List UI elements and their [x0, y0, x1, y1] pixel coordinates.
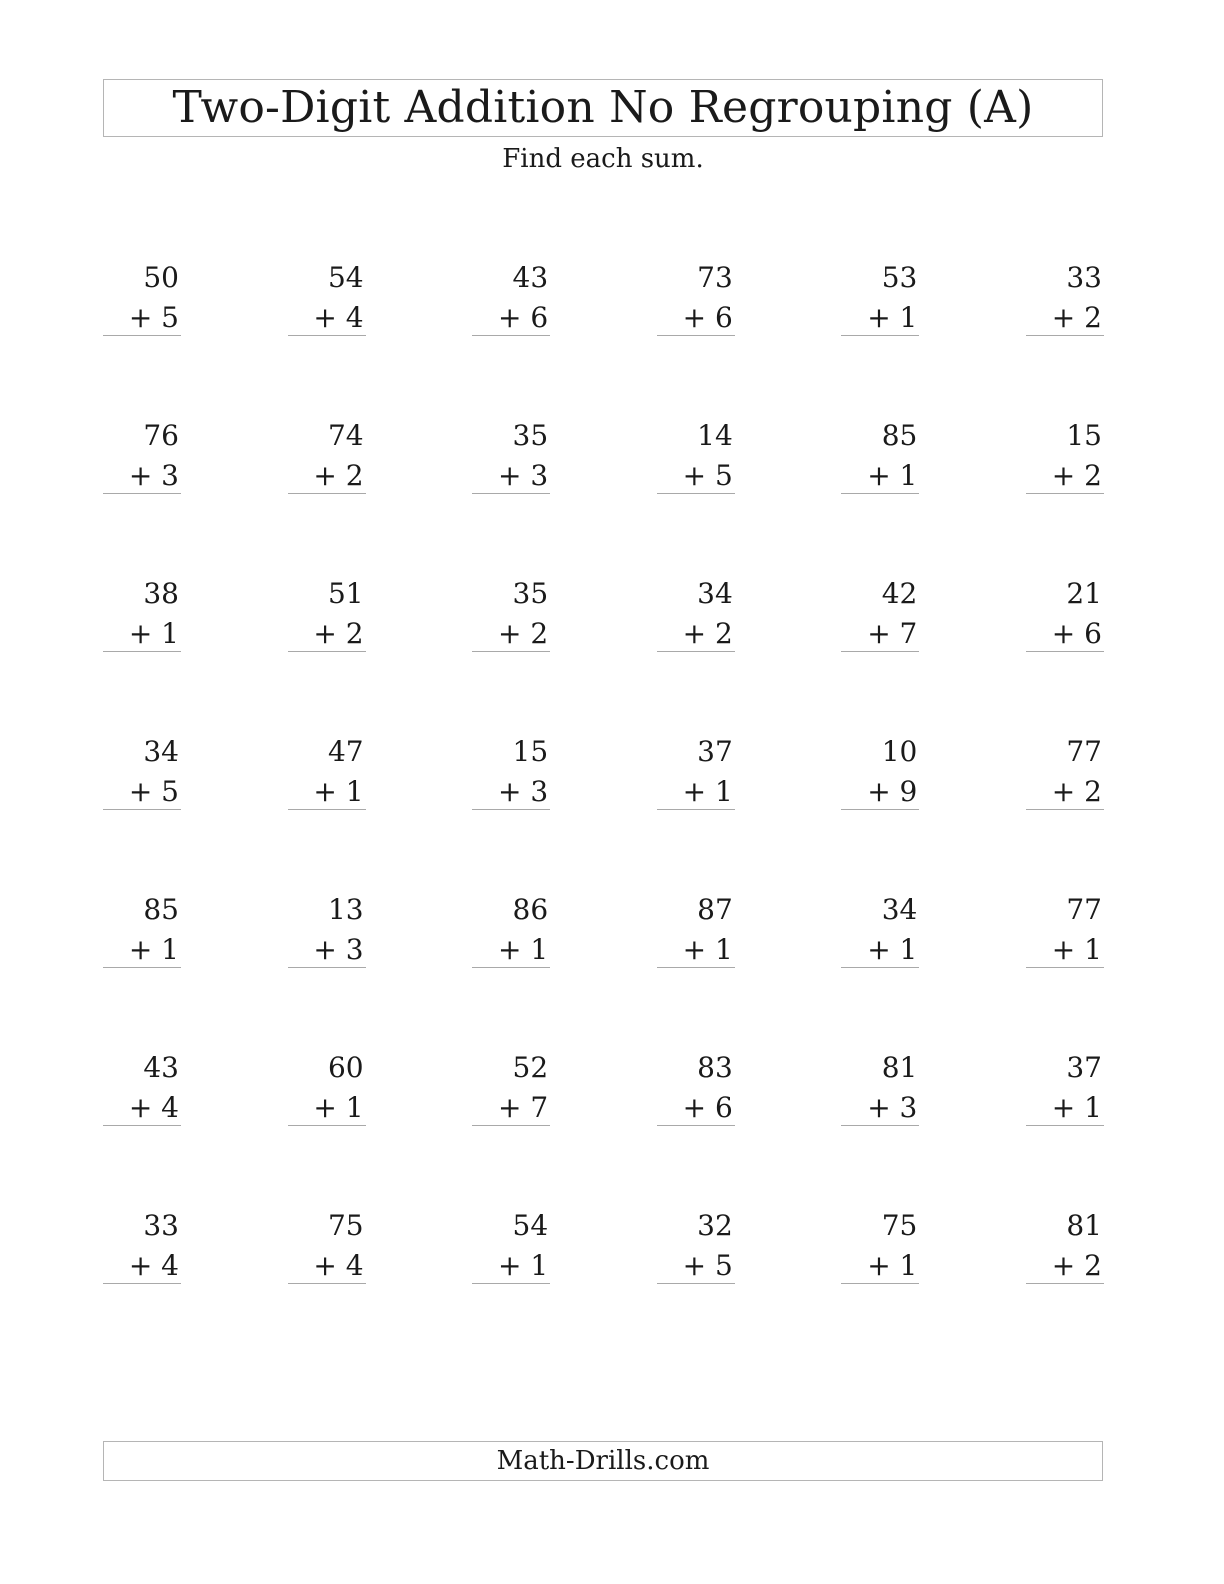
problem-bottom-addend: + 4 — [313, 301, 364, 334]
addition-problem — [103, 1050, 181, 1126]
problem-bottom-addend: + 1 — [867, 933, 918, 966]
problem-top-number: 54 — [327, 261, 364, 294]
answer-line — [472, 1283, 550, 1284]
problem-top-number: 85 — [881, 419, 918, 452]
answer-line — [1026, 809, 1104, 810]
problem-top-number: 75 — [881, 1209, 918, 1242]
answer-line — [103, 967, 181, 968]
addition-problem — [841, 892, 919, 968]
problem-bottom-addend: + 4 — [313, 1249, 364, 1282]
addition-problem — [657, 1208, 735, 1284]
answer-line — [841, 1283, 919, 1284]
answer-line — [288, 493, 366, 494]
answer-line — [1026, 967, 1104, 968]
addition-problem — [1026, 576, 1104, 652]
addition-problem — [472, 576, 550, 652]
problem-top-number: 34 — [697, 577, 733, 610]
addition-problem — [472, 1208, 550, 1284]
problem-bottom-addend: + 1 — [313, 775, 364, 808]
addition-problem — [1026, 418, 1104, 494]
addition-problem — [288, 1050, 366, 1126]
problem-top-number: 81 — [881, 1051, 918, 1084]
addition-problem — [472, 1050, 550, 1126]
addition-problem — [841, 576, 919, 652]
answer-line — [841, 1125, 919, 1126]
answer-line — [103, 1283, 181, 1284]
problem-top-number: 10 — [881, 735, 918, 768]
problem-top-number: 77 — [1066, 893, 1102, 926]
problem-bottom-addend: + 1 — [867, 301, 918, 334]
addition-problem — [657, 1050, 735, 1126]
problem-bottom-addend: + 2 — [1051, 775, 1102, 808]
addition-problem — [288, 734, 366, 810]
addition-problem — [288, 260, 366, 336]
answer-line — [1026, 651, 1104, 652]
problem-top-number: 60 — [327, 1051, 364, 1084]
problem-bottom-addend: + 3 — [313, 933, 364, 966]
answer-line — [472, 967, 550, 968]
problem-top-number: 87 — [697, 893, 733, 926]
answer-line — [472, 493, 550, 494]
problem-top-number: 34 — [143, 735, 179, 768]
answer-line — [657, 809, 735, 810]
problem-bottom-addend: + 3 — [867, 1091, 918, 1124]
problem-bottom-addend: + 2 — [313, 459, 364, 492]
problem-bottom-addend: + 1 — [1051, 933, 1102, 966]
problem-bottom-addend: + 2 — [1051, 301, 1102, 334]
problem-top-number: 33 — [143, 1209, 179, 1242]
problem-top-number: 47 — [327, 735, 364, 768]
problem-bottom-addend: + 1 — [313, 1091, 364, 1124]
addition-problem — [841, 734, 919, 810]
addition-problem — [103, 734, 181, 810]
problem-top-number: 74 — [327, 419, 364, 452]
addition-problem — [103, 892, 181, 968]
problem-grid — [103, 260, 1104, 1366]
problem-top-number: 53 — [881, 261, 918, 294]
problem-top-number: 86 — [512, 893, 549, 926]
problem-top-number: 15 — [512, 735, 549, 768]
problem-top-number: 37 — [1066, 1051, 1102, 1084]
answer-line — [841, 967, 919, 968]
answer-line — [1026, 1125, 1104, 1126]
problem-bottom-addend: + 7 — [498, 1091, 549, 1124]
problem-top-number: 85 — [143, 893, 179, 926]
problem-bottom-addend: + 1 — [498, 933, 549, 966]
addition-problem — [288, 418, 366, 494]
answer-line — [841, 651, 919, 652]
problem-bottom-addend: + 2 — [313, 617, 364, 650]
problem-top-number: 75 — [327, 1209, 364, 1242]
problem-top-number: 14 — [697, 419, 733, 452]
problem-bottom-addend: + 1 — [682, 933, 733, 966]
answer-line — [288, 1125, 366, 1126]
addition-problem — [103, 418, 181, 494]
answer-line — [288, 1283, 366, 1284]
answer-line — [841, 335, 919, 336]
problem-top-number: 37 — [697, 735, 733, 768]
answer-line — [103, 493, 181, 494]
problem-top-number: 50 — [143, 261, 179, 294]
addition-problem — [472, 734, 550, 810]
problem-bottom-addend: + 1 — [498, 1249, 549, 1282]
answer-line — [1026, 493, 1104, 494]
answer-line — [288, 335, 366, 336]
addition-problem — [841, 1208, 919, 1284]
problem-bottom-addend: + 6 — [1051, 617, 1102, 650]
problem-top-number: 43 — [143, 1051, 179, 1084]
problem-bottom-addend: + 2 — [498, 617, 549, 650]
answer-line — [657, 967, 735, 968]
problem-bottom-addend: + 1 — [682, 775, 733, 808]
addition-problem — [657, 576, 735, 652]
problem-top-number: 42 — [881, 577, 918, 610]
answer-line — [657, 651, 735, 652]
answer-line — [841, 493, 919, 494]
problem-top-number: 43 — [512, 261, 549, 294]
addition-problem — [657, 418, 735, 494]
problem-bottom-addend: + 3 — [128, 459, 179, 492]
problem-top-number: 76 — [143, 419, 179, 452]
problem-bottom-addend: + 1 — [867, 1249, 918, 1282]
footer-box — [103, 1441, 1103, 1481]
answer-line — [288, 809, 366, 810]
footer-site-name: Math-Drills.com — [496, 1446, 710, 1476]
problem-top-number: 33 — [1066, 261, 1102, 294]
page-title: Two-Digit Addition No Regrouping (A) — [172, 82, 1034, 133]
addition-problem — [103, 576, 181, 652]
problem-top-number: 35 — [512, 577, 549, 610]
answer-line — [288, 651, 366, 652]
problem-bottom-addend: + 5 — [682, 459, 733, 492]
answer-line — [657, 1283, 735, 1284]
addition-problem — [657, 892, 735, 968]
problem-top-number: 54 — [512, 1209, 549, 1242]
addition-problem — [1026, 1208, 1104, 1284]
addition-problem — [472, 260, 550, 336]
problem-bottom-addend: + 2 — [1051, 459, 1102, 492]
addition-problem — [841, 1050, 919, 1126]
answer-line — [1026, 335, 1104, 336]
problem-top-number: 81 — [1066, 1209, 1102, 1242]
answer-line — [657, 335, 735, 336]
answer-line — [657, 493, 735, 494]
problem-bottom-addend: + 2 — [1051, 1249, 1102, 1282]
addition-problem — [841, 260, 919, 336]
addition-problem — [1026, 892, 1104, 968]
problem-top-number: 15 — [1066, 419, 1102, 452]
problem-bottom-addend: + 1 — [128, 617, 179, 650]
problem-bottom-addend: + 6 — [498, 301, 549, 334]
problem-top-number: 35 — [512, 419, 549, 452]
addition-problem — [472, 892, 550, 968]
problem-top-number: 77 — [1066, 735, 1102, 768]
answer-line — [472, 335, 550, 336]
addition-problem — [657, 734, 735, 810]
answer-line — [841, 809, 919, 810]
problem-bottom-addend: + 6 — [682, 301, 733, 334]
addition-problem — [288, 1208, 366, 1284]
addition-problem — [288, 892, 366, 968]
answer-line — [288, 967, 366, 968]
problem-bottom-addend: + 7 — [867, 617, 918, 650]
problem-bottom-addend: + 6 — [682, 1091, 733, 1124]
answer-line — [103, 335, 181, 336]
problem-top-number: 38 — [143, 577, 179, 610]
answer-line — [472, 1125, 550, 1126]
title-box — [103, 79, 1103, 137]
answer-line — [657, 1125, 735, 1126]
answer-line — [472, 809, 550, 810]
addition-problem — [472, 418, 550, 494]
addition-problem — [841, 418, 919, 494]
problem-top-number: 34 — [881, 893, 918, 926]
problem-top-number: 13 — [327, 893, 364, 926]
problem-top-number: 51 — [327, 577, 364, 610]
problem-bottom-addend: + 3 — [498, 775, 549, 808]
instructions: Find each sum. — [502, 144, 704, 174]
problem-top-number: 32 — [697, 1209, 733, 1242]
addition-problem — [657, 260, 735, 336]
problem-top-number: 83 — [697, 1051, 733, 1084]
problem-bottom-addend: + 1 — [1051, 1091, 1102, 1124]
problem-bottom-addend: + 5 — [128, 775, 179, 808]
problem-bottom-addend: + 3 — [498, 459, 549, 492]
problem-top-number: 52 — [512, 1051, 549, 1084]
addition-problem — [1026, 1050, 1104, 1126]
problem-top-number: 21 — [1066, 577, 1102, 610]
problem-top-number: 73 — [697, 261, 733, 294]
problem-bottom-addend: + 4 — [128, 1091, 179, 1124]
addition-problem — [1026, 734, 1104, 810]
addition-problem — [103, 1208, 181, 1284]
answer-line — [103, 809, 181, 810]
problem-bottom-addend: + 4 — [128, 1249, 179, 1282]
problem-bottom-addend: + 5 — [128, 301, 179, 334]
problem-bottom-addend: + 1 — [867, 459, 918, 492]
addition-problem — [1026, 260, 1104, 336]
problem-bottom-addend: + 2 — [682, 617, 733, 650]
problem-bottom-addend: + 5 — [682, 1249, 733, 1282]
answer-line — [103, 651, 181, 652]
addition-problem — [103, 260, 181, 336]
problem-bottom-addend: + 1 — [128, 933, 179, 966]
answer-line — [103, 1125, 181, 1126]
problem-bottom-addend: + 9 — [867, 775, 918, 808]
answer-line — [472, 651, 550, 652]
addition-problem — [288, 576, 366, 652]
answer-line — [1026, 1283, 1104, 1284]
